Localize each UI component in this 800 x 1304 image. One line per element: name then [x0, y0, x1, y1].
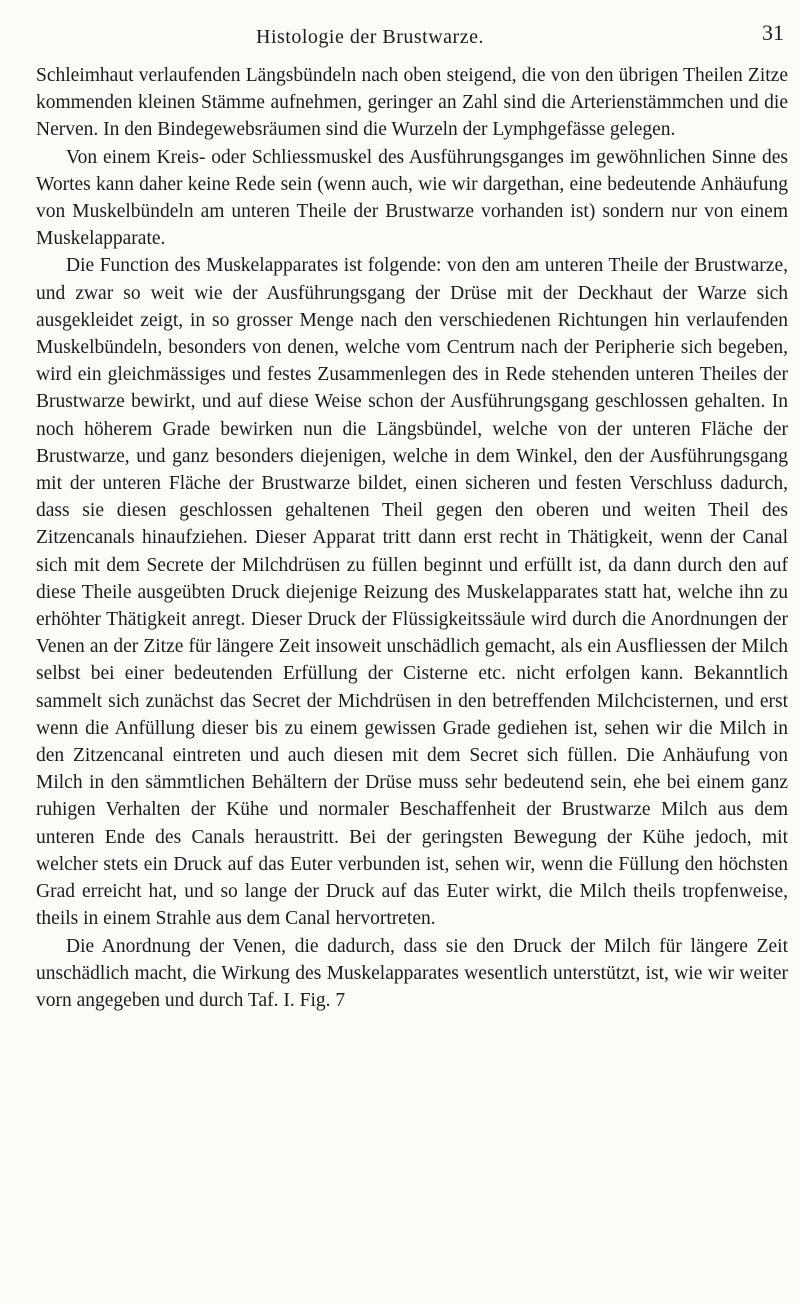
paragraph: Schleimhaut verlaufenden Längsbündeln nach oben steigend, die von den übrigen Theilen Zitze kommenden kleinen Stämme aufnehmen, geringer an Zahl sind die Arterienstämmchen und die Nerven. In den Bindegewebsräumen sind die Wurzeln der Lymphgefässe gelegen.	[36, 65, 788, 141]
paragraph: Die Function des Muskelapparates ist folgende: von den am unteren Theile der Brustwarze, und zwar so weit wie der Ausführungsgang der Drüse mit der Deckhaut der Warze sich ausgekleidet zeigt, in so grosser Menge nach den verschiedenen Richtungen hin verlaufenden Muskelbündeln, besonders von denen, welche vom Centrum nach der Peripherie sich begeben, wird ein gleichmässiges und festes Zusammenlegen des in Rede stehenden unteren Theiles der Brustwarze bewirkt, und auf diese Weise schon der Ausführungsgang geschlossen gehalten. In noch höherem Grade bewirken nun die Längsbündel, welche von der unteren Fläche der Brustwarze, und ganz besonders diejenigen, welche in dem Winkel, den der Ausführungsgang mit der unteren Fläche der Brustwarze bildet, einen sicheren und festen Verschluss dadurch, dass sie diesen geschlossen gehaltenen Theil gegen den oberen und weiten Theil des Zitzencanals hinaufziehen. Dieser Apparat tritt dann erst recht in Thätigkeit, wenn der Canal sich mit dem Secrete der Milchdrüsen zu füllen beginnt und erfüllt ist, da dann durch den auf diese Theile ausgeübten Druck diejenige Reizung des Muskelapparates statt hat, welche ihn zu erhöhter Thätigkeit anregt. Dieser Druck der Flüssigkeitssäule wird durch die Anordnungen der Venen an der Zitze für längere Zeit insoweit unschädlich gemacht, als ein Ausfliessen der Milch selbst bei einer bedeutenden Erfüllung der Cisterne etc. nicht erfolgen kann. Bekanntlich sammelt sich zunächst das Secret der Michdrüsen in den betreffenden Milchcisternen, und erst wenn die Anfüllung dieser bis zu einem gewissen Grade gediehen ist, sehen wir die Milch in den Zitzencanal eintreten und auch diesen mit dem Secret sich füllen. Die Anhäufung von Milch in den sämmtlichen Behältern der Drüse muss sehr bedeutend sein, ehe bei einem ganz ruhigen Verhalten der Kühe und normaler Beschaffenheit der Brustwarze Milch aus dem unteren Ende des Canals heraustritt. Bei der geringsten Bewegung der Kühe jedoch, mit welcher stets ein Druck auf das Euter verbunden ist, sehen wir, wenn die Füllung den höchsten Grad erreicht hat, und so lange der Druck auf das Euter wirkt, die Milch theils tropfenweise, theils in einem Strahle aus dem Canal hervortreten.	[36, 255, 788, 930]
paragraph: Die Anordnung der Venen, die dadurch, dass sie den Druck der Milch für längere Zeit unschädlich macht, die Wirkung des Muskelapparates wesentlich unterstützt, ist, wie wir weiter vorn angegeben und durch Taf. I. Fig. 7	[36, 935, 788, 1011]
running-head	[0, 20, 800, 50]
page-number: 31	[762, 20, 784, 45]
running-title: Histologie der Brustwarze.	[256, 26, 484, 48]
paragraph: Von einem Kreis- oder Schliessmuskel des Ausführungsganges im gewöhnlichen Sinne des Wortes kann daher keine Rede sein (wenn auch, wie wir dargethan, eine bedeutende Anhäufung von Muskelbündeln am unteren Theile der Brustwarze vorhanden ist) sondern nur von einem Muskelapparate.	[36, 146, 788, 250]
body-text	[36, 62, 788, 1014]
